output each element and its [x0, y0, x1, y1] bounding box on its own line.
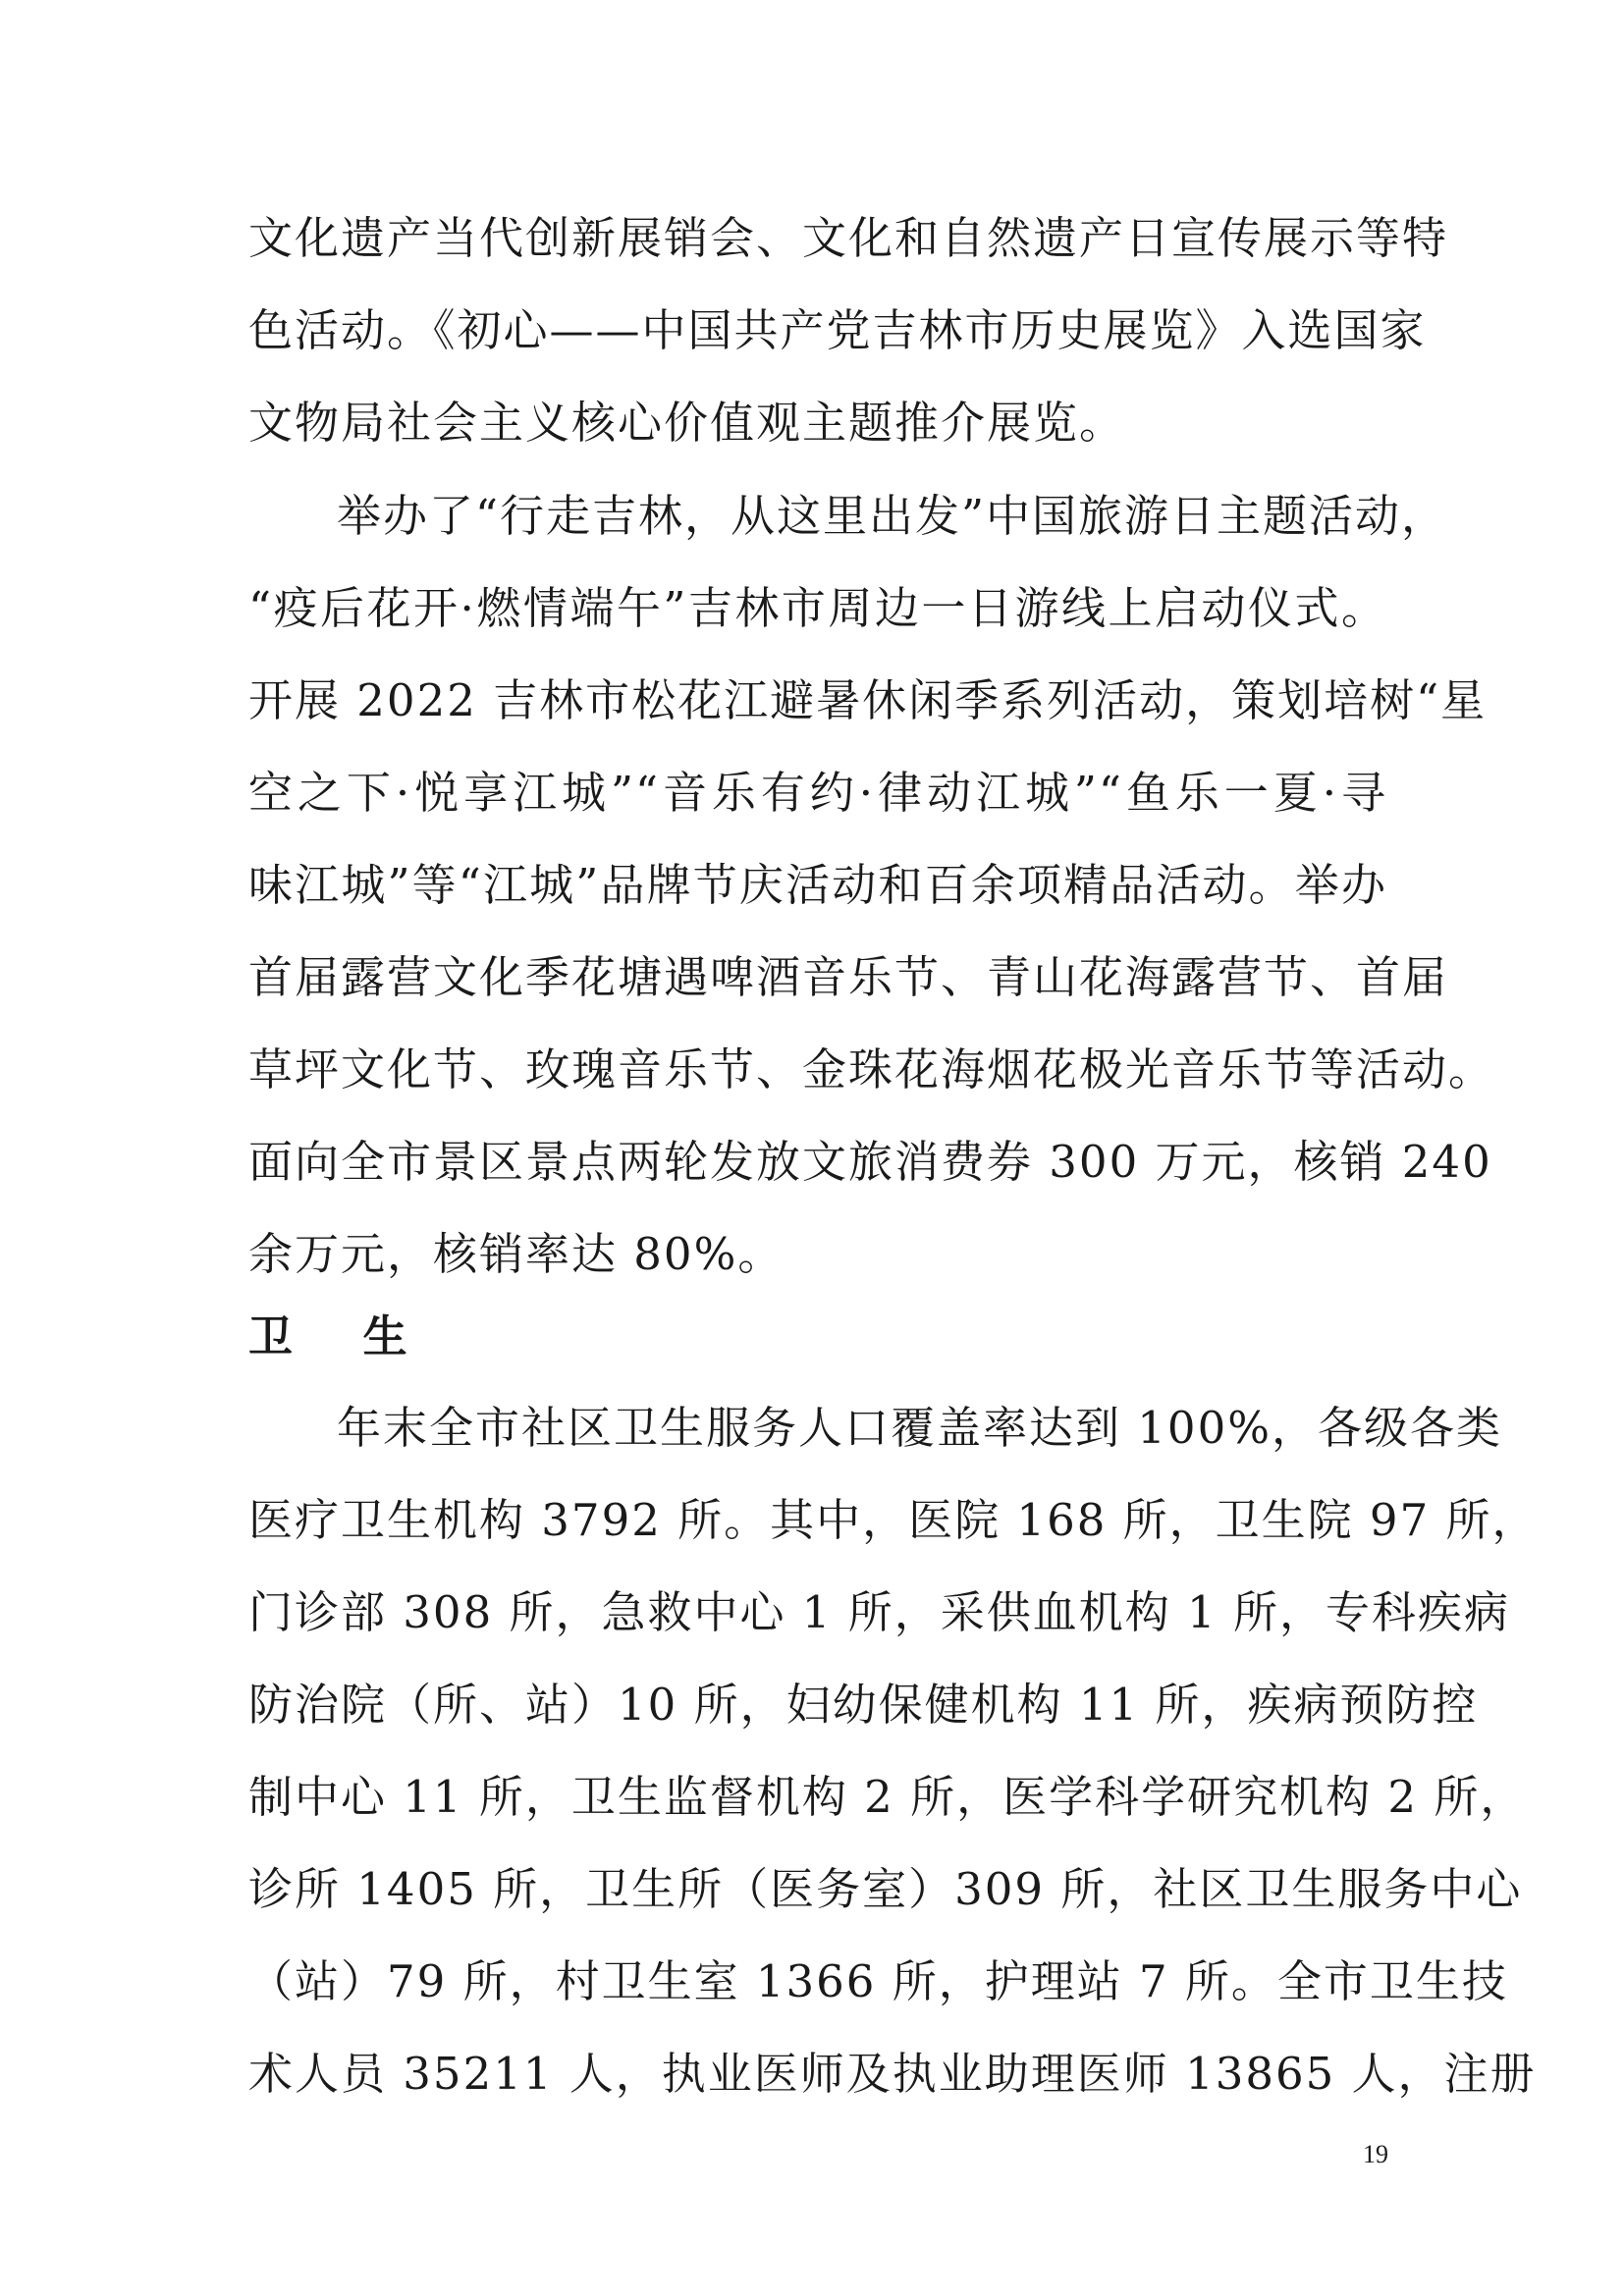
text-line: 术人员 35211 人，执业医师及执业助理医师 13865 人，注册	[248, 2048, 1537, 2100]
text-line: 举办了“行走吉林，从这里出发”中国旅游日主题活动，	[337, 490, 1448, 542]
text-line: 医疗卫生机构 3792 所。其中，医院 168 所，卫生院 97 所，	[248, 1494, 1539, 1546]
text-line: 草坪文化节、玫瑰音乐节、金珠花海烟花极光音乐节等活动。	[248, 1043, 1495, 1095]
section-heading: 卫 生	[248, 1310, 435, 1362]
page-number: 19	[1363, 2140, 1388, 2168]
text-line: 色活动。《初心——中国共产党吉林市历史展览》入选国家	[248, 304, 1427, 356]
text-line: 味江城”等“江城”品牌节庆活动和百余项精品活动。举办	[248, 859, 1387, 911]
text-line: 年末全市社区卫生服务人口覆盖率达到 100%，各级各类	[337, 1402, 1502, 1454]
text-line: （站）79 所，村卫生室 1366 所，护理站 7 所。全市卫生技	[248, 1955, 1508, 2007]
text-line: 首届露营文化季花塘遇啤酒音乐节、青山花海露营节、首届	[248, 951, 1449, 1003]
text-line: 制中心 11 所，卫生监督机构 2 所，医学科学研究机构 2 所，	[248, 1771, 1527, 1823]
text-line: 空之下·悦享江城”“音乐有约·律动江城”“鱼乐一夏·寻	[248, 767, 1387, 819]
text-line: 防治院（所、站）10 所，妇幼保健机构 11 所，疾病预防控	[248, 1679, 1479, 1731]
text-line: 面向全市景区景点两轮发放文旅消费券 300 万元，核销 240	[248, 1136, 1492, 1188]
text-line: 诊所 1405 所，卫生所（医务室）309 所，社区卫生服务中心	[248, 1863, 1523, 1915]
text-line: 开展 2022 吉林市松花江避暑休闲季系列活动，策划培树“星	[248, 674, 1488, 726]
text-line: “疫后花开·燃情端午”吉林市周边一日游线上启动仪式。	[248, 582, 1387, 634]
text-line: 文物局社会主义核心价值观主题推介展览。	[248, 397, 1126, 449]
text-line: 文化遗产当代创新展销会、文化和自然遗产日宣传展示等特	[248, 212, 1449, 264]
text-line: 门诊部 308 所，急救中心 1 所，采供血机构 1 所，专科疾病	[248, 1586, 1510, 1638]
text-line: 余万元，核销率达 80%。	[248, 1228, 785, 1280]
